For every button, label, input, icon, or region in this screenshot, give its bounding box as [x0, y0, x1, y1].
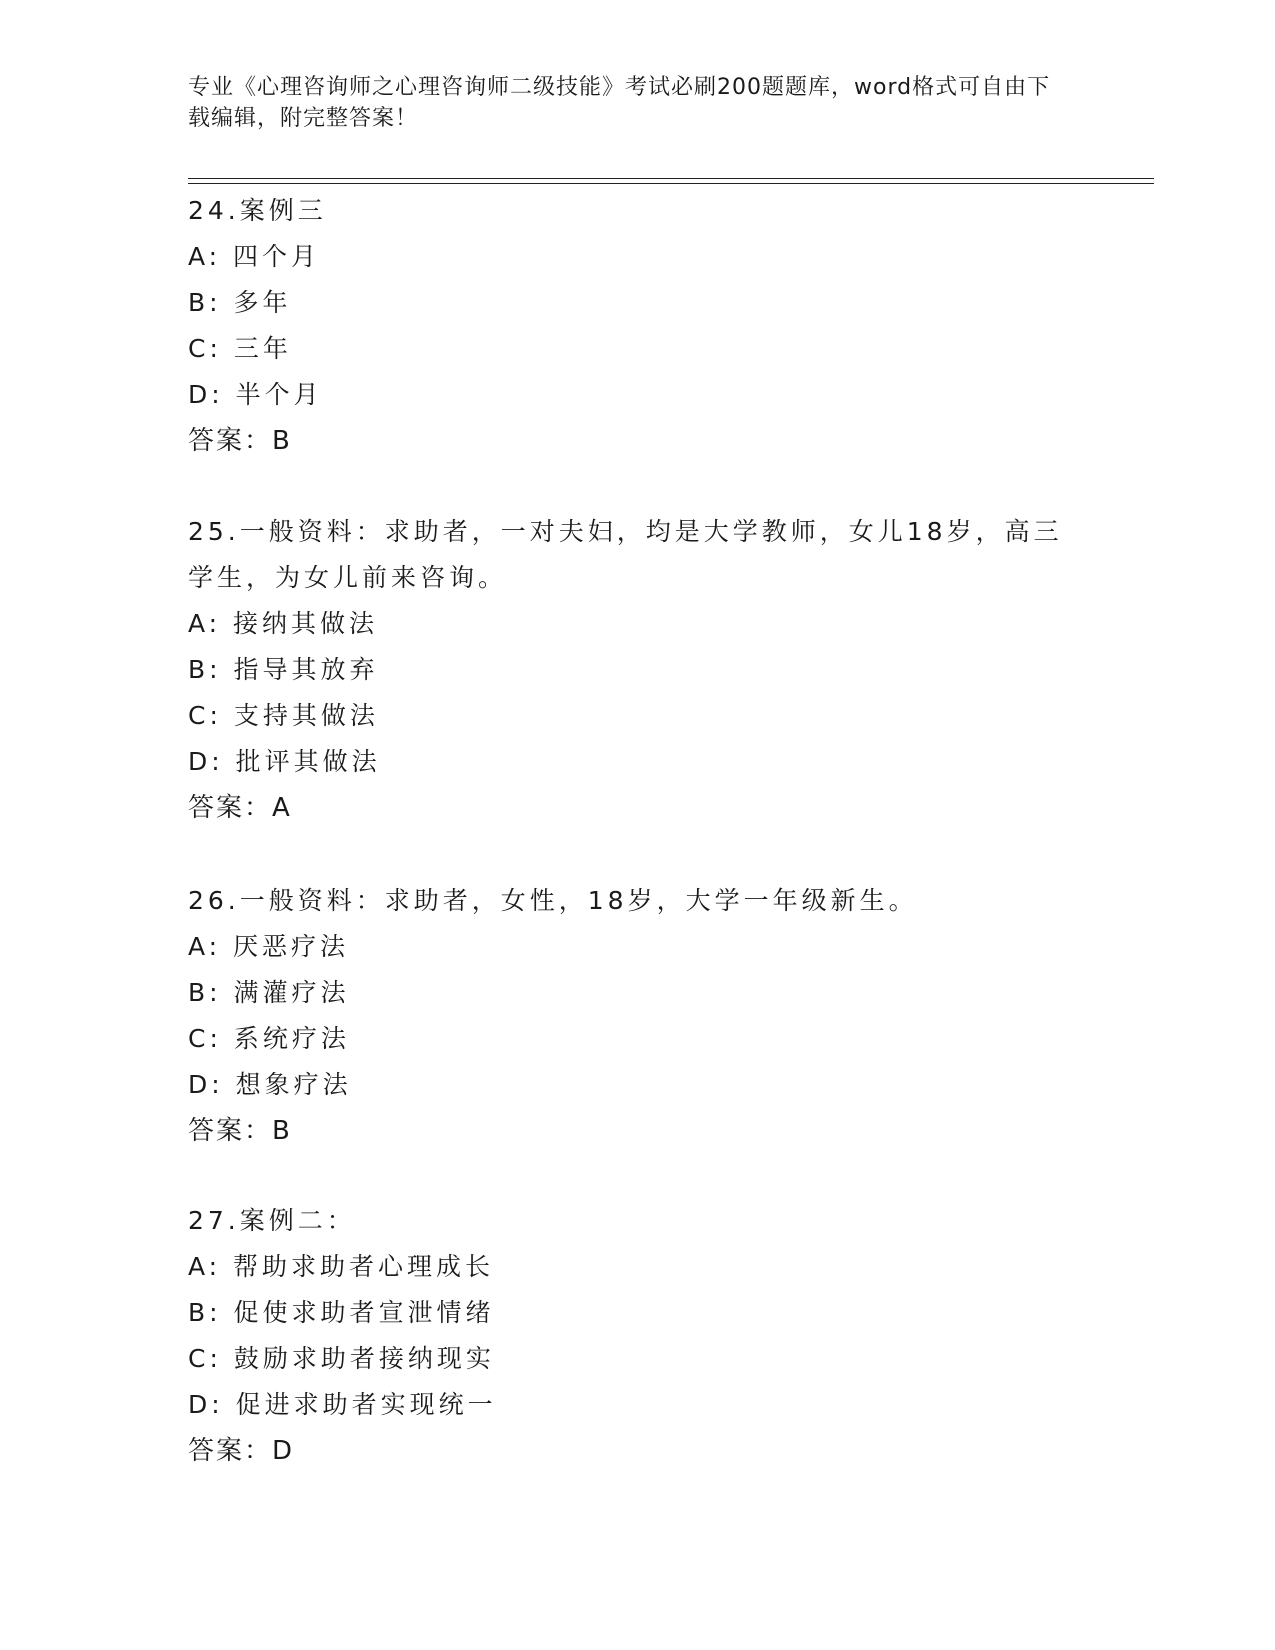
answer: 答案：A [188, 793, 292, 823]
question-stem: 25.一般资料：求助者，一对夫妇，均是大学教师，女儿18岁，高三学生，为女儿前来咨询。 [188, 517, 1063, 592]
question-stem: 27.案例二： [188, 1206, 356, 1235]
option-d: D: 批评其做法 [188, 747, 381, 776]
answer: 答案：D [188, 1436, 295, 1466]
option-d: D: 想象疗法 [188, 1070, 352, 1099]
header-divider-bottom [188, 183, 1154, 184]
question-list [188, 188, 1088, 1519]
question-25 [188, 509, 1088, 831]
option-c: C: 三年 [188, 334, 292, 363]
answer: 答案：B [188, 1116, 292, 1146]
option-c: C: 支持其做法 [188, 701, 379, 730]
option-a: A: 接纳其做法 [188, 609, 379, 638]
option-b: B: 多年 [188, 288, 292, 317]
answer: 答案：B [188, 426, 292, 456]
option-c: C: 鼓励求助者接纳现实 [188, 1344, 495, 1373]
question-27 [188, 1198, 1088, 1474]
option-c: C: 系统疗法 [188, 1024, 350, 1053]
option-b: B: 满灌疗法 [188, 978, 350, 1007]
option-b: B: 指导其放弃 [188, 655, 379, 684]
question-26 [188, 878, 1088, 1154]
option-a: A: 厌恶疗法 [188, 932, 350, 961]
option-b: B: 促使求助者宣泄情绪 [188, 1298, 495, 1327]
question-stem: 26.一般资料：求助者，女性，18岁，大学一年级新生。 [188, 886, 918, 915]
option-a: A: 帮助求助者心理成长 [188, 1252, 495, 1281]
header-divider-top [188, 178, 1154, 179]
option-d: D: 半个月 [188, 380, 323, 409]
document-header: 专业《心理咨询师之心理咨询师二级技能》考试必刷200题题库，word格式可自由下载编辑，附完整答案！ [188, 75, 1051, 131]
question-stem: 24.案例三 [188, 196, 327, 225]
option-d: D: 促进求助者实现统一 [188, 1390, 497, 1419]
option-a: A: 四个月 [188, 242, 321, 271]
question-24 [188, 188, 1088, 464]
